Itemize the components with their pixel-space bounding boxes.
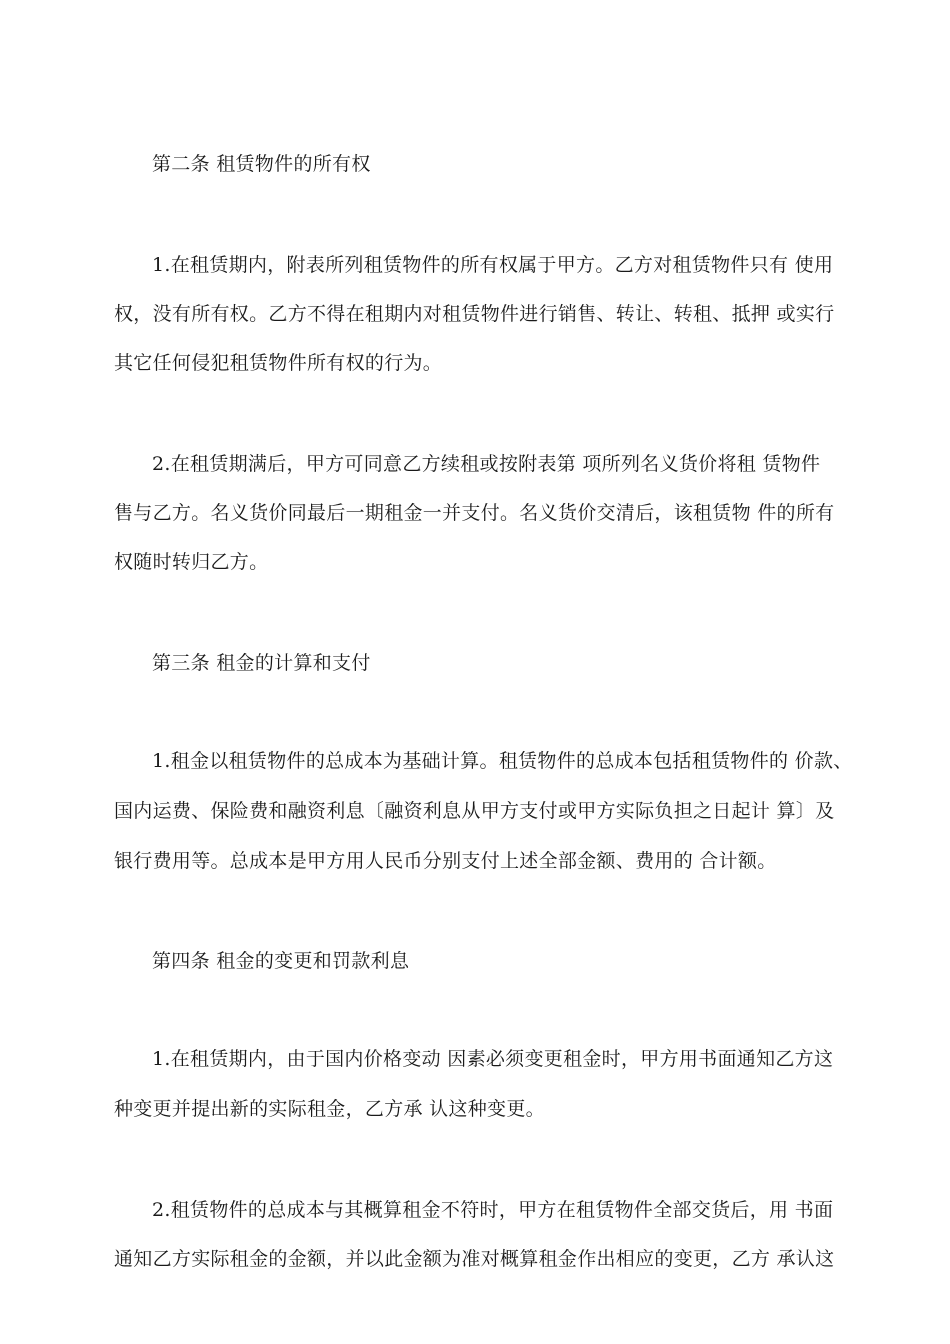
article-4-para-1-line-2: 种变更并提出新的实际租金，乙方承 认这种变更。 — [114, 1098, 545, 1120]
article-2-para-2-line-1: 2.在租赁期满后，甲方可同意乙方续租或按附表第 项所列名义货价将租 赁物件 — [152, 453, 821, 475]
article-3-para-1-line-1: 1.租金以租赁物件的总成本为基础计算。租赁物件的总成本包括租赁物件的 价款、 — [152, 750, 853, 772]
article-3-para-1-line-3: 银行费用等。总成本是甲方用人民币分别支付上述全部金额、费用的 合计额。 — [114, 850, 777, 872]
article-2-heading: 第二条 租赁物件的所有权 — [152, 153, 371, 175]
article-3-heading: 第三条 租金的计算和支付 — [152, 652, 371, 674]
article-4-para-1-line-1: 1.在租赁期内，由于国内价格变动 因素必须变更租金时，甲方用书面通知乙方这 — [152, 1048, 834, 1070]
article-3-para-1-line-2: 国内运费、保险费和融资利息〔融资利息从甲方支付或甲方实际负担之日起计 算〕及 — [114, 800, 835, 822]
article-2-para-1-line-1: 1.在租赁期内，附表所列租赁物件的所有权属于甲方。乙方对租赁物件只有 使用 — [152, 254, 834, 276]
article-4-para-2-line-2: 通知乙方实际租金的金额，并以此金额为准对概算租金作出相应的变更，乙方 承认这 — [114, 1248, 835, 1270]
article-2-para-2-line-2: 售与乙方。名义货价同最后一期租金一并支付。名义货价交清后，该租赁物 件的所有 — [114, 502, 835, 524]
article-2-para-2-line-3: 权随时转归乙方。 — [114, 551, 269, 573]
article-2-para-1-line-2: 权，没有所有权。乙方不得在租期内对租赁物件进行销售、转让、转租、抵押 或实行 — [114, 303, 835, 325]
article-4-heading: 第四条 租金的变更和罚款利息 — [152, 950, 410, 972]
article-4-para-2-line-1: 2.租赁物件的总成本与其概算租金不符时，甲方在租赁物件全部交货后，用 书面 — [152, 1199, 834, 1221]
article-2-para-1-line-3: 其它任何侵犯租赁物件所有权的行为。 — [114, 352, 443, 374]
